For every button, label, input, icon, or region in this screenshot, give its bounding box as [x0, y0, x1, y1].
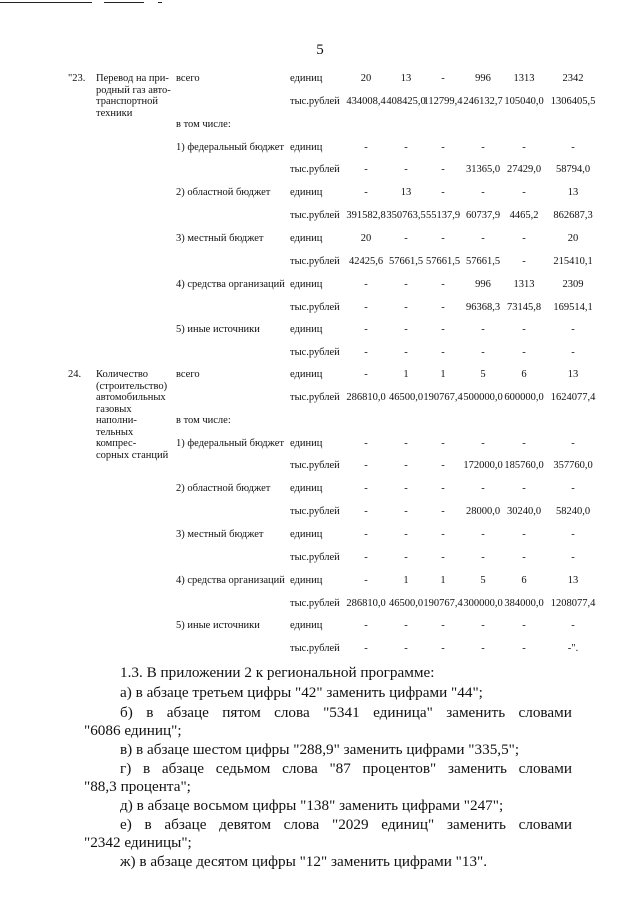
table-cell: - [364, 278, 368, 290]
paragraph-e-line2: "2342 единицы"; [84, 834, 192, 851]
table-cell: 27429,0 [506, 164, 542, 176]
item-name [96, 369, 174, 461]
unit-label: тыс.рублей [290, 95, 340, 107]
item-name-line: техники [96, 107, 133, 119]
table-cell: 391582,8 [346, 210, 386, 222]
paragraph-a: а) в абзаце третьем цифры "42" заменить цифрами "44"; [120, 684, 483, 701]
table-cell: - [364, 187, 368, 199]
table-cell: 996 [475, 278, 491, 290]
unit-label: единиц [290, 369, 323, 380]
table-cell: 350763,5 [386, 210, 426, 222]
table-cell: 1208077,4 [550, 597, 596, 609]
table-cell: 46500,0 [388, 597, 424, 609]
table-cell: 172000,0 [463, 460, 503, 472]
table-cell: 20 [567, 232, 579, 244]
table-cell: 57661,5 [425, 255, 461, 267]
table-cell: - [364, 551, 368, 563]
table-cell: 13 [400, 73, 412, 84]
paragraph-v: в) в абзаце шестом цифры "288,9" заменить цифрами "335,5"; [120, 741, 520, 758]
funding-source: 4) средства организаций [176, 574, 285, 586]
table-cell: - [522, 232, 526, 244]
table-cell: - [481, 187, 485, 199]
table-cell: - [522, 528, 526, 540]
table-cell: - [441, 164, 445, 176]
item-number: 24. [68, 369, 82, 380]
paragraph-g-line2: "88,3 процента"; [84, 778, 191, 795]
table-cell: - [441, 187, 445, 199]
table-cell: - [571, 528, 575, 540]
item-name-line: тельных компрес- [96, 426, 137, 449]
table-cell: - [571, 620, 575, 632]
table-cell: - [404, 643, 408, 655]
unit-label: единиц [290, 528, 323, 540]
table-cell: 215410,1 [553, 255, 593, 267]
table-cell: - [364, 324, 368, 336]
paragraph-g-line1: г) в абзаце седьмом слова "87 процентов" заменить словами [120, 760, 572, 777]
table-cell: - [481, 551, 485, 563]
table-cell: - [404, 141, 408, 153]
item-name-line: (строительство) [96, 380, 168, 392]
table-cell: - [364, 620, 368, 632]
table-cell: 1 [440, 369, 446, 380]
unit-label: единиц [290, 437, 323, 449]
table-cell: 6 [521, 574, 527, 586]
table-cell: 105040,0 [504, 95, 544, 107]
unit-label: тыс.рублей [290, 506, 340, 518]
table-cell: 1624077,4 [550, 391, 596, 403]
table-cell: - [441, 528, 445, 540]
table-cell: - [404, 301, 408, 313]
table-cell: - [522, 643, 526, 655]
table-cell: - [522, 483, 526, 495]
funding-source: 3) местный бюджет [176, 232, 264, 244]
table-cell: 112799,4 [423, 95, 463, 107]
table-cell: 5 [480, 574, 486, 586]
table-cell: 1 [403, 574, 409, 586]
table-cell: - [404, 551, 408, 563]
item-name [96, 73, 174, 119]
funding-source: 2) областной бюджет [176, 483, 271, 495]
table-cell: - [364, 141, 368, 153]
paragraph-zh: ж) в абзаце десятом цифры "12" заменить цифрами "13". [120, 853, 488, 870]
item-name-line: автомобильных [96, 392, 166, 403]
table-cell: - [404, 232, 408, 244]
table-cell: - [522, 437, 526, 449]
unit-label: тыс.рублей [290, 460, 340, 472]
table-cell: - [441, 73, 445, 84]
table-cell: 57661,5 [465, 255, 501, 267]
funding-source: в том числе: [176, 414, 231, 426]
unit-label: единиц [290, 232, 323, 244]
item-number: "23. [68, 73, 86, 84]
table-cell: 6 [521, 369, 527, 380]
table-cell: - [481, 141, 485, 153]
item-name-line: родный газ авто- [96, 84, 171, 96]
unit-label: единиц [290, 187, 323, 199]
paragraph-b-line2: "6086 единиц"; [84, 722, 182, 739]
table-cell: 31365,0 [465, 164, 501, 176]
funding-source: всего [176, 73, 200, 84]
item-name-line: Перевод на при- [96, 73, 169, 84]
table-cell: 1313 [513, 73, 535, 84]
unit-label: единиц [290, 574, 323, 586]
header-mark [158, 0, 162, 3]
table-cell: - [522, 141, 526, 153]
header-rule [104, 2, 144, 3]
table-cell: 58240,0 [555, 506, 591, 518]
unit-label: тыс.рублей [290, 164, 340, 176]
table-cell: 73145,8 [506, 301, 542, 313]
table-cell: - [364, 643, 368, 655]
table-cell: - [364, 437, 368, 449]
unit-label: тыс.рублей [290, 210, 340, 222]
table-cell: - [404, 460, 408, 472]
table-cell: - [441, 460, 445, 472]
table-cell: - [404, 437, 408, 449]
table-cell: - [404, 528, 408, 540]
table-cell: - [404, 164, 408, 176]
table-cell: 57661,5 [388, 255, 424, 267]
table-cell: 5 [480, 369, 486, 380]
unit-label: тыс.рублей [290, 391, 340, 403]
table-cell: - [364, 301, 368, 313]
table-cell: - [364, 369, 368, 380]
table-cell: -". [567, 643, 579, 655]
table-cell: 500000,0 [463, 391, 503, 403]
table-cell: - [481, 643, 485, 655]
funding-source: всего [176, 369, 200, 380]
table-cell: - [441, 506, 445, 518]
paragraph-b-line1: б) в абзаце пятом слова "5341 единица" заменить словами [120, 704, 572, 721]
table-cell: - [481, 347, 485, 359]
table-cell: 862687,3 [553, 210, 593, 222]
table-cell: 1 [440, 574, 446, 586]
table-cell: - [481, 437, 485, 449]
table-cell: - [404, 278, 408, 290]
table-cell: 996 [475, 73, 491, 84]
funding-source: в том числе: [176, 118, 231, 130]
table-cell: 13 [567, 187, 579, 199]
table-cell: 286810,0 [346, 391, 386, 403]
table-cell: - [441, 141, 445, 153]
unit-label: единиц [290, 324, 323, 336]
table-cell: 55137,9 [425, 210, 461, 222]
table-cell: - [522, 347, 526, 359]
paragraph-d: д) в абзаце восьмом цифры "138" заменить цифрами "247"; [120, 797, 504, 814]
table-cell: - [364, 460, 368, 472]
table-cell: - [571, 324, 575, 336]
table-cell: 384000,0 [504, 597, 544, 609]
table-cell: 2309 [562, 278, 584, 290]
table-cell: 300000,0 [463, 597, 503, 609]
table-cell: - [571, 483, 575, 495]
table-cell: - [522, 620, 526, 632]
table-cell: - [481, 528, 485, 540]
unit-label: тыс.рублей [290, 347, 340, 359]
table-cell: - [522, 187, 526, 199]
unit-label: единиц [290, 141, 323, 153]
table-cell: - [481, 483, 485, 495]
funding-source: 5) иные источники [176, 324, 260, 336]
unit-label: единиц [290, 620, 323, 632]
table-cell: 46500,0 [388, 391, 424, 403]
table-cell: - [441, 232, 445, 244]
table-cell: - [364, 506, 368, 518]
header-rule [0, 2, 92, 3]
table-cell: - [571, 437, 575, 449]
table-cell: - [441, 278, 445, 290]
table-cell: - [441, 483, 445, 495]
unit-label: тыс.рублей [290, 597, 340, 609]
table-cell: 190767,4 [423, 597, 463, 609]
table-cell: 28000,0 [465, 506, 501, 518]
table-cell: 20 [360, 73, 372, 84]
table-cell: - [571, 347, 575, 359]
table-cell: - [404, 506, 408, 518]
table-cell: 169514,1 [553, 301, 593, 313]
table-cell: 1313 [513, 278, 535, 290]
table-cell: - [441, 347, 445, 359]
table-cell: - [571, 551, 575, 563]
paragraph-e-line1: е) в абзаце девятом слова "2029 единиц" заменить словами [120, 816, 572, 833]
table-cell: - [441, 643, 445, 655]
table-cell: - [404, 620, 408, 632]
table-cell: 58794,0 [555, 164, 591, 176]
page-number: 5 [316, 42, 324, 58]
table-cell: - [441, 324, 445, 336]
funding-source: 1) федеральный бюджет [176, 141, 285, 153]
table-cell: - [364, 528, 368, 540]
table-cell: 4465,2 [509, 210, 539, 222]
table-cell: - [481, 232, 485, 244]
table-cell: 185760,0 [504, 460, 544, 472]
table-cell: 30240,0 [506, 506, 542, 518]
paragraph-1-3: 1.3. В приложении 2 к региональной программе: [120, 664, 435, 681]
table-cell: - [364, 483, 368, 495]
table-cell: 96368,3 [465, 301, 501, 313]
unit-label: единиц [290, 278, 323, 290]
table-cell: 42425,6 [348, 255, 384, 267]
unit-label: единиц [290, 483, 323, 495]
table-cell: - [364, 164, 368, 176]
table-cell: - [441, 437, 445, 449]
table-cell: 1 [403, 369, 409, 380]
item-name-line: сорных станций [96, 449, 169, 461]
funding-source: 3) местный бюджет [176, 528, 264, 540]
table-cell: - [522, 255, 526, 267]
unit-label: тыс.рублей [290, 301, 340, 313]
table-cell: - [441, 551, 445, 563]
table-cell: - [364, 574, 368, 586]
table-cell: 13 [567, 369, 579, 380]
funding-source: 4) средства организаций [176, 278, 285, 290]
table-cell: - [522, 324, 526, 336]
table-cell: 20 [360, 232, 372, 244]
table-cell: 246132,7 [463, 95, 503, 107]
table-cell: - [481, 324, 485, 336]
funding-source: 5) иные источники [176, 620, 260, 632]
table-cell: - [571, 141, 575, 153]
unit-label: единиц [290, 73, 323, 84]
unit-label: тыс.рублей [290, 551, 340, 563]
item-name-line: транспортной [96, 96, 158, 107]
table-cell: - [364, 347, 368, 359]
unit-label: тыс.рублей [290, 255, 340, 267]
table-cell: 408425,0 [386, 95, 426, 107]
table-cell: 13 [567, 574, 579, 586]
unit-label: тыс.рублей [290, 643, 340, 655]
item-name-line: газовых наполни- [96, 403, 137, 426]
table-cell: 60737,9 [465, 210, 501, 222]
table-cell: 2342 [562, 73, 584, 84]
funding-source: 1) федеральный бюджет [176, 437, 285, 449]
table-cell: 190767,4 [423, 391, 463, 403]
table-cell: 357760,0 [553, 460, 593, 472]
table-cell: 13 [400, 187, 412, 199]
table-cell: - [404, 324, 408, 336]
table-cell: - [522, 551, 526, 563]
table-cell: - [404, 347, 408, 359]
table-cell: 600000,0 [504, 391, 544, 403]
funding-source: 2) областной бюджет [176, 187, 271, 199]
table-cell: 286810,0 [346, 597, 386, 609]
table-cell: - [404, 483, 408, 495]
table-cell: 1306405,5 [550, 95, 596, 107]
table-cell: - [441, 620, 445, 632]
table-cell: 434008,4 [346, 95, 386, 107]
table-cell: - [481, 620, 485, 632]
table-cell: - [441, 301, 445, 313]
item-name-line: Количество [96, 369, 149, 380]
